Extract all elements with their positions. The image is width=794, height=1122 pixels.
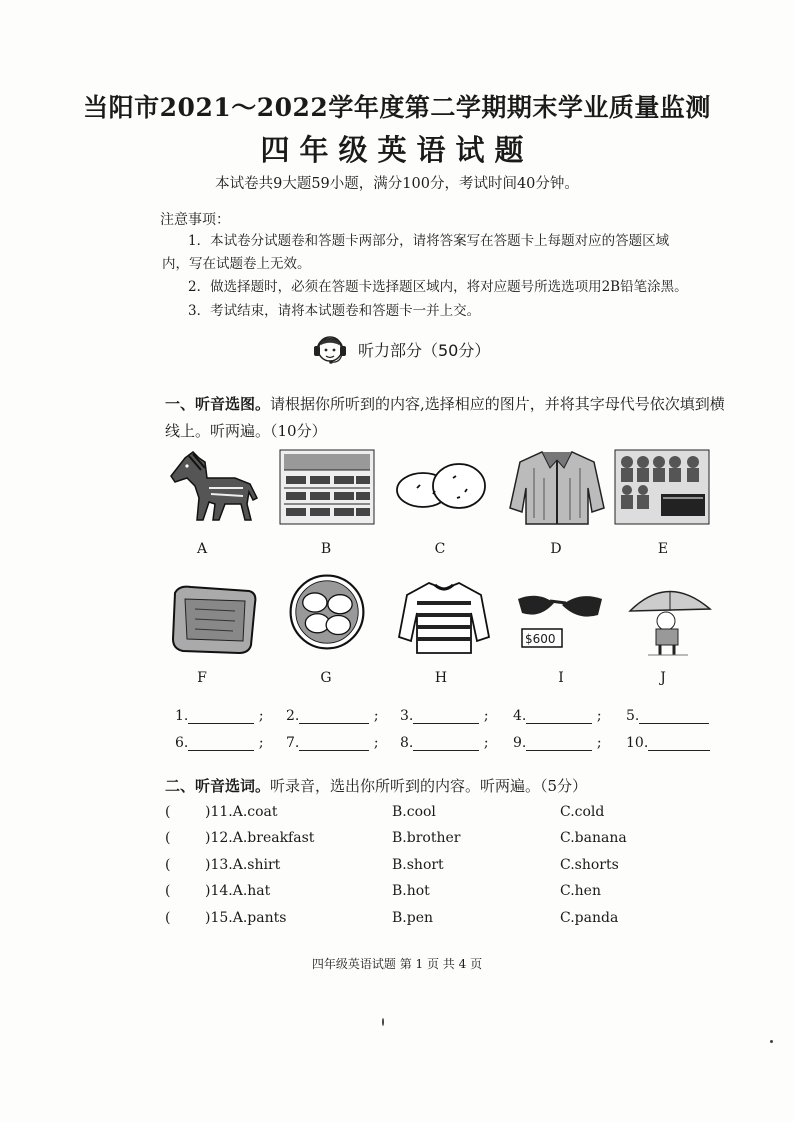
- answer-blank-7[interactable]: 7. ;: [286, 735, 379, 751]
- eggs-icon: [278, 573, 376, 651]
- option-b[interactable]: B.hot: [392, 883, 430, 899]
- page-footer: 四年级英语试题 第 1 页 共 4 页: [311, 957, 483, 971]
- pic-label-j: J: [660, 670, 666, 686]
- pic-label-c: C: [434, 541, 446, 557]
- q1-instruction: [165, 391, 725, 445]
- answer-blank-5[interactable]: 5.: [626, 708, 709, 724]
- music-room-icon: [613, 448, 711, 526]
- answer-blank-4[interactable]: 4. ;: [513, 708, 602, 724]
- pic-label-f: F: [197, 670, 207, 686]
- option-b[interactable]: B.pen: [392, 910, 434, 926]
- answer-blank-6[interactable]: 6. ;: [175, 735, 264, 751]
- q1-text: 请根据你所听到的内容,选择相应的图片，并将其字母代号依次填到横线上。听两遍。（10分）: [165, 395, 725, 440]
- option-a[interactable]: )15.A.pants: [205, 910, 287, 926]
- price-tag: $600: [525, 632, 556, 646]
- exam-header-title: 当阳市2021～2022学年度第二学期期末学业质量监测: [83, 93, 711, 122]
- horse-icon: [165, 448, 263, 526]
- umbrella-girl-icon: [622, 579, 720, 657]
- classroom-icon: [278, 448, 376, 526]
- answer-blank-2[interactable]: 2. ;: [286, 708, 379, 724]
- notice-item-1: 1．本试卷分试题卷和答题卡两部分，请将答案写在答题卡上每题对应的答题区域: [188, 233, 670, 249]
- option-c[interactable]: C.hen: [560, 883, 601, 899]
- q1-heading: 一、听音选图。: [165, 395, 271, 413]
- answer-blank-9[interactable]: 9. ;: [513, 735, 602, 751]
- option-a[interactable]: )12.A.breakfast: [205, 830, 315, 846]
- option-b[interactable]: B.short: [392, 857, 444, 873]
- option-a[interactable]: )14.A.hat: [205, 883, 271, 899]
- listening-section-header: [312, 330, 490, 368]
- answer-blank-3[interactable]: 3. ;: [400, 708, 489, 724]
- schoolbag-icon: [165, 579, 263, 657]
- answer-blank-8[interactable]: 8. ;: [400, 735, 489, 751]
- answer-blank-10[interactable]: 10.: [626, 735, 710, 751]
- pic-label-d: D: [550, 541, 562, 557]
- sweater-icon: [395, 579, 493, 657]
- option-c[interactable]: C.cold: [560, 804, 605, 820]
- q2-heading: 二、听音选词。: [165, 777, 271, 795]
- glasses-icon: [510, 583, 608, 661]
- potatoes-icon: [393, 448, 491, 526]
- option-b[interactable]: B.cool: [392, 804, 436, 820]
- q2-text: 听录音，选出你所听到的内容。听两遍。（5分）: [270, 777, 588, 795]
- pic-label-a: A: [196, 541, 208, 557]
- option-a[interactable]: )13.A.shirt: [205, 857, 281, 873]
- option-c[interactable]: C.shorts: [560, 857, 619, 873]
- option-b[interactable]: B.brother: [392, 830, 461, 846]
- pic-label-g: G: [320, 670, 332, 686]
- pic-label-e: E: [657, 541, 669, 557]
- notice-item-2: 2．做选择题时，必须在答题卡选择题区域内，将对应题号所选选项用2B铅笔涂黑。: [188, 279, 688, 295]
- headphones-girl-icon: [312, 330, 348, 368]
- pic-label-b: B: [320, 541, 332, 557]
- exam-info: 本试卷共9大题59小题，满分100分，考试时间40分钟。: [215, 176, 579, 192]
- notice-heading: 注意事项：: [160, 212, 230, 228]
- jacket-icon: [508, 448, 606, 526]
- option-a[interactable]: )11.A.coat: [205, 804, 278, 820]
- q2-instruction: [165, 775, 587, 796]
- listening-section-title: 听力部分（50分）: [358, 340, 491, 360]
- notice-item-1-cont: 内，写在试题卷上无效。: [162, 256, 311, 272]
- scan-speck: [382, 1018, 384, 1026]
- answer-blank-1[interactable]: 1. ;: [175, 708, 264, 724]
- option-c[interactable]: C.panda: [560, 910, 619, 926]
- pic-label-h: H: [434, 670, 448, 686]
- notice-item-3: 3．考试结束，请将本试题卷和答题卡一并上交。: [188, 303, 481, 319]
- option-c[interactable]: C.banana: [560, 830, 627, 846]
- exam-subject-title: 四年级英语试题: [260, 133, 534, 167]
- scan-speck: [770, 1040, 773, 1043]
- pic-label-i: I: [558, 670, 564, 686]
